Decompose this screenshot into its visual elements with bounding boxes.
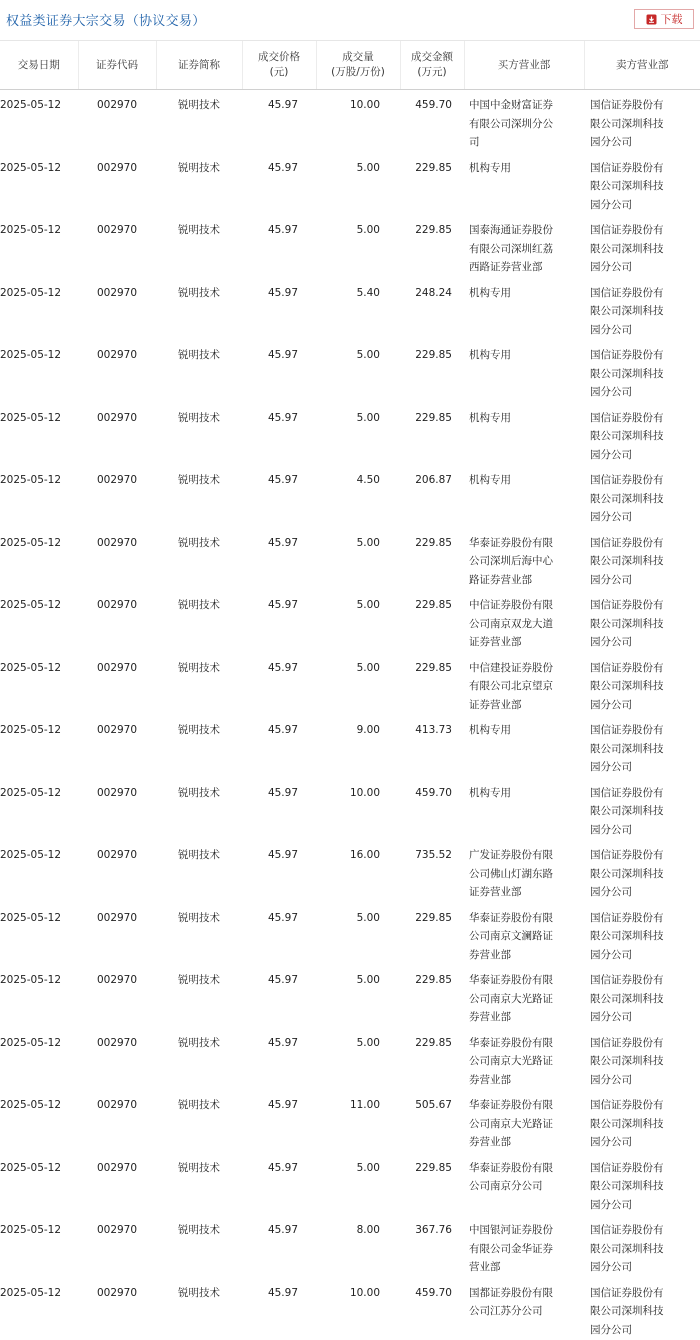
price-cell: 45.97 bbox=[242, 90, 316, 153]
table-row bbox=[0, 528, 700, 591]
buyer-cell: 华泰证券股份有限公司深圳后海中心路证券营业部 bbox=[464, 528, 584, 591]
column-header-label: 买方营业部 bbox=[498, 59, 551, 71]
column-header-seller-branch bbox=[584, 41, 700, 90]
volume-cell: 5.40 bbox=[316, 278, 400, 341]
column-header-label: 成交量 bbox=[342, 51, 374, 63]
code-cell: 002970 bbox=[78, 215, 156, 278]
column-header-trade-price bbox=[242, 41, 316, 90]
amount-cell: 229.85 bbox=[400, 403, 464, 466]
column-header-trade-volume bbox=[316, 41, 400, 90]
buyer-cell: 广发证券股份有限公司佛山灯湖东路证券营业部 bbox=[464, 840, 584, 903]
price-cell: 45.97 bbox=[242, 528, 316, 591]
name-cell: 锐明技术 bbox=[156, 340, 242, 403]
amount-cell: 229.85 bbox=[400, 215, 464, 278]
table-row bbox=[0, 840, 700, 903]
price-cell: 45.97 bbox=[242, 403, 316, 466]
column-header-label: 卖方营业部 bbox=[616, 59, 669, 71]
column-header-security-name bbox=[156, 41, 242, 90]
volume-cell: 9.00 bbox=[316, 715, 400, 778]
page-title: 权益类证券大宗交易（协议交易） bbox=[6, 10, 206, 29]
code-cell: 002970 bbox=[78, 340, 156, 403]
date-cell: 2025-05-12 bbox=[0, 215, 78, 278]
code-cell: 002970 bbox=[78, 965, 156, 1028]
date-cell: 2025-05-12 bbox=[0, 903, 78, 966]
volume-cell: 5.00 bbox=[316, 215, 400, 278]
volume-cell: 5.00 bbox=[316, 1028, 400, 1091]
price-cell: 45.97 bbox=[242, 653, 316, 716]
download-icon bbox=[646, 14, 657, 25]
buyer-cell: 机构专用 bbox=[464, 153, 584, 216]
name-cell: 锐明技术 bbox=[156, 715, 242, 778]
amount-cell: 229.85 bbox=[400, 965, 464, 1028]
table-row bbox=[0, 340, 700, 403]
price-cell: 45.97 bbox=[242, 1153, 316, 1216]
price-cell: 45.97 bbox=[242, 715, 316, 778]
amount-cell: 459.70 bbox=[400, 90, 464, 153]
volume-cell: 5.00 bbox=[316, 403, 400, 466]
price-cell: 45.97 bbox=[242, 215, 316, 278]
amount-cell: 735.52 bbox=[400, 840, 464, 903]
seller-cell: 国信证券股份有限公司深圳科技园分公司 bbox=[584, 965, 700, 1028]
price-cell: 45.97 bbox=[242, 1028, 316, 1091]
code-cell: 002970 bbox=[78, 653, 156, 716]
table-row bbox=[0, 1028, 700, 1091]
table-row bbox=[0, 403, 700, 466]
table-row bbox=[0, 90, 700, 153]
date-cell: 2025-05-12 bbox=[0, 653, 78, 716]
date-cell: 2025-05-12 bbox=[0, 528, 78, 591]
date-cell: 2025-05-12 bbox=[0, 590, 78, 653]
volume-cell: 5.00 bbox=[316, 590, 400, 653]
seller-cell: 国信证券股份有限公司深圳科技园分公司 bbox=[584, 215, 700, 278]
buyer-cell: 机构专用 bbox=[464, 778, 584, 841]
name-cell: 锐明技术 bbox=[156, 653, 242, 716]
price-cell: 45.97 bbox=[242, 465, 316, 528]
price-cell: 45.97 bbox=[242, 778, 316, 841]
price-cell: 45.97 bbox=[242, 1278, 316, 1340]
table-row bbox=[0, 153, 700, 216]
volume-cell: 5.00 bbox=[316, 653, 400, 716]
amount-cell: 229.85 bbox=[400, 1153, 464, 1216]
table-row bbox=[0, 215, 700, 278]
name-cell: 锐明技术 bbox=[156, 1028, 242, 1091]
seller-cell: 国信证券股份有限公司深圳科技园分公司 bbox=[584, 653, 700, 716]
volume-cell: 5.00 bbox=[316, 528, 400, 591]
buyer-cell: 华泰证券股份有限公司南京大光路证券营业部 bbox=[464, 965, 584, 1028]
buyer-cell: 中国中金财富证券有限公司深圳分公司 bbox=[464, 90, 584, 153]
amount-cell: 229.85 bbox=[400, 528, 464, 591]
column-header-label: 成交价格 bbox=[258, 51, 300, 63]
table-row bbox=[0, 778, 700, 841]
seller-cell: 国信证券股份有限公司深圳科技园分公司 bbox=[584, 778, 700, 841]
buyer-cell: 华泰证券股份有限公司南京文澜路证券营业部 bbox=[464, 903, 584, 966]
column-header-trade-date bbox=[0, 41, 78, 90]
download-button[interactable] bbox=[634, 9, 694, 29]
buyer-cell: 机构专用 bbox=[464, 278, 584, 341]
column-header-security-code bbox=[78, 41, 156, 90]
buyer-cell: 国都证券股份有限公司江苏分公司 bbox=[464, 1278, 584, 1340]
price-cell: 45.97 bbox=[242, 1090, 316, 1153]
table-row bbox=[0, 1278, 700, 1340]
volume-cell: 5.00 bbox=[316, 153, 400, 216]
price-cell: 45.97 bbox=[242, 590, 316, 653]
column-header-label: 交易日期 bbox=[18, 59, 60, 71]
seller-cell: 国信证券股份有限公司深圳科技园分公司 bbox=[584, 465, 700, 528]
name-cell: 锐明技术 bbox=[156, 1153, 242, 1216]
volume-cell: 5.00 bbox=[316, 965, 400, 1028]
date-cell: 2025-05-12 bbox=[0, 1278, 78, 1340]
name-cell: 锐明技术 bbox=[156, 278, 242, 341]
column-header-label: 证券代码 bbox=[96, 59, 138, 71]
code-cell: 002970 bbox=[78, 1278, 156, 1340]
buyer-cell: 华泰证券股份有限公司南京大光路证券营业部 bbox=[464, 1090, 584, 1153]
date-cell: 2025-05-12 bbox=[0, 1215, 78, 1278]
amount-cell: 229.85 bbox=[400, 903, 464, 966]
date-cell: 2025-05-12 bbox=[0, 715, 78, 778]
table-row bbox=[0, 715, 700, 778]
price-cell: 45.97 bbox=[242, 153, 316, 216]
amount-cell: 229.85 bbox=[400, 590, 464, 653]
code-cell: 002970 bbox=[78, 590, 156, 653]
price-cell: 45.97 bbox=[242, 340, 316, 403]
seller-cell: 国信证券股份有限公司深圳科技园分公司 bbox=[584, 278, 700, 341]
buyer-cell: 中国银河证券股份有限公司金华证券营业部 bbox=[464, 1215, 584, 1278]
column-header-unit: (元) bbox=[270, 66, 289, 78]
seller-cell: 国信证券股份有限公司深圳科技园分公司 bbox=[584, 340, 700, 403]
code-cell: 002970 bbox=[78, 278, 156, 341]
seller-cell: 国信证券股份有限公司深圳科技园分公司 bbox=[584, 528, 700, 591]
date-cell: 2025-05-12 bbox=[0, 840, 78, 903]
name-cell: 锐明技术 bbox=[156, 903, 242, 966]
table-row bbox=[0, 278, 700, 341]
column-header-unit: (万股/万份) bbox=[331, 66, 385, 78]
date-cell: 2025-05-12 bbox=[0, 778, 78, 841]
volume-cell: 10.00 bbox=[316, 90, 400, 153]
buyer-cell: 华泰证券股份有限公司南京分公司 bbox=[464, 1153, 584, 1216]
column-header-label: 成交金额 bbox=[411, 51, 453, 63]
date-cell: 2025-05-12 bbox=[0, 965, 78, 1028]
price-cell: 45.97 bbox=[242, 278, 316, 341]
name-cell: 锐明技术 bbox=[156, 965, 242, 1028]
date-cell: 2025-05-12 bbox=[0, 90, 78, 153]
table-header bbox=[0, 41, 700, 90]
buyer-cell: 机构专用 bbox=[464, 403, 584, 466]
seller-cell: 国信证券股份有限公司深圳科技园分公司 bbox=[584, 590, 700, 653]
amount-cell: 206.87 bbox=[400, 465, 464, 528]
name-cell: 锐明技术 bbox=[156, 840, 242, 903]
name-cell: 锐明技术 bbox=[156, 215, 242, 278]
seller-cell: 国信证券股份有限公司深圳科技园分公司 bbox=[584, 153, 700, 216]
page-header bbox=[0, 0, 700, 41]
code-cell: 002970 bbox=[78, 1153, 156, 1216]
amount-cell: 505.67 bbox=[400, 1090, 464, 1153]
seller-cell: 国信证券股份有限公司深圳科技园分公司 bbox=[584, 90, 700, 153]
code-cell: 002970 bbox=[78, 1090, 156, 1153]
name-cell: 锐明技术 bbox=[156, 153, 242, 216]
buyer-cell: 机构专用 bbox=[464, 465, 584, 528]
volume-cell: 8.00 bbox=[316, 1215, 400, 1278]
seller-cell: 国信证券股份有限公司深圳科技园分公司 bbox=[584, 1215, 700, 1278]
date-cell: 2025-05-12 bbox=[0, 1090, 78, 1153]
seller-cell: 国信证券股份有限公司深圳科技园分公司 bbox=[584, 1278, 700, 1340]
code-cell: 002970 bbox=[78, 840, 156, 903]
name-cell: 锐明技术 bbox=[156, 1278, 242, 1340]
name-cell: 锐明技术 bbox=[156, 1090, 242, 1153]
code-cell: 002970 bbox=[78, 153, 156, 216]
seller-cell: 国信证券股份有限公司深圳科技园分公司 bbox=[584, 903, 700, 966]
amount-cell: 248.24 bbox=[400, 278, 464, 341]
name-cell: 锐明技术 bbox=[156, 590, 242, 653]
volume-cell: 16.00 bbox=[316, 840, 400, 903]
volume-cell: 11.00 bbox=[316, 1090, 400, 1153]
table-row bbox=[0, 903, 700, 966]
column-header-trade-amount bbox=[400, 41, 464, 90]
buyer-cell: 中信证券股份有限公司南京双龙大道证券营业部 bbox=[464, 590, 584, 653]
seller-cell: 国信证券股份有限公司深圳科技园分公司 bbox=[584, 403, 700, 466]
name-cell: 锐明技术 bbox=[156, 528, 242, 591]
code-cell: 002970 bbox=[78, 403, 156, 466]
amount-cell: 229.85 bbox=[400, 340, 464, 403]
table-row bbox=[0, 590, 700, 653]
date-cell: 2025-05-12 bbox=[0, 278, 78, 341]
code-cell: 002970 bbox=[78, 528, 156, 591]
code-cell: 002970 bbox=[78, 1215, 156, 1278]
table-row bbox=[0, 653, 700, 716]
date-cell: 2025-05-12 bbox=[0, 153, 78, 216]
block-trade-table bbox=[0, 41, 700, 1340]
buyer-cell: 国泰海通证券股份有限公司深圳红荔西路证券营业部 bbox=[464, 215, 584, 278]
amount-cell: 229.85 bbox=[400, 153, 464, 216]
buyer-cell: 机构专用 bbox=[464, 340, 584, 403]
name-cell: 锐明技术 bbox=[156, 403, 242, 466]
table-row bbox=[0, 1153, 700, 1216]
name-cell: 锐明技术 bbox=[156, 465, 242, 528]
code-cell: 002970 bbox=[78, 90, 156, 153]
column-header-unit: (万元) bbox=[417, 66, 446, 78]
buyer-cell: 华泰证券股份有限公司南京大光路证券营业部 bbox=[464, 1028, 584, 1091]
seller-cell: 国信证券股份有限公司深圳科技园分公司 bbox=[584, 1153, 700, 1216]
seller-cell: 国信证券股份有限公司深圳科技园分公司 bbox=[584, 715, 700, 778]
buyer-cell: 机构专用 bbox=[464, 715, 584, 778]
price-cell: 45.97 bbox=[242, 903, 316, 966]
price-cell: 45.97 bbox=[242, 965, 316, 1028]
column-header-label: 证券简称 bbox=[178, 59, 220, 71]
volume-cell: 10.00 bbox=[316, 1278, 400, 1340]
volume-cell: 10.00 bbox=[316, 778, 400, 841]
code-cell: 002970 bbox=[78, 465, 156, 528]
name-cell: 锐明技术 bbox=[156, 778, 242, 841]
name-cell: 锐明技术 bbox=[156, 90, 242, 153]
code-cell: 002970 bbox=[78, 903, 156, 966]
price-cell: 45.97 bbox=[242, 1215, 316, 1278]
date-cell: 2025-05-12 bbox=[0, 1028, 78, 1091]
volume-cell: 5.00 bbox=[316, 903, 400, 966]
amount-cell: 229.85 bbox=[400, 653, 464, 716]
price-cell: 45.97 bbox=[242, 840, 316, 903]
volume-cell: 5.00 bbox=[316, 340, 400, 403]
amount-cell: 459.70 bbox=[400, 1278, 464, 1340]
table-body bbox=[0, 90, 700, 1340]
seller-cell: 国信证券股份有限公司深圳科技园分公司 bbox=[584, 1090, 700, 1153]
amount-cell: 413.73 bbox=[400, 715, 464, 778]
seller-cell: 国信证券股份有限公司深圳科技园分公司 bbox=[584, 1028, 700, 1091]
amount-cell: 229.85 bbox=[400, 1028, 464, 1091]
column-header-buyer-branch bbox=[464, 41, 584, 90]
seller-cell: 国信证券股份有限公司深圳科技园分公司 bbox=[584, 840, 700, 903]
table-row bbox=[0, 465, 700, 528]
volume-cell: 4.50 bbox=[316, 465, 400, 528]
table-row bbox=[0, 1090, 700, 1153]
date-cell: 2025-05-12 bbox=[0, 1153, 78, 1216]
volume-cell: 5.00 bbox=[316, 1153, 400, 1216]
table-row bbox=[0, 965, 700, 1028]
download-label: 下载 bbox=[661, 11, 683, 27]
date-cell: 2025-05-12 bbox=[0, 340, 78, 403]
code-cell: 002970 bbox=[78, 715, 156, 778]
code-cell: 002970 bbox=[78, 778, 156, 841]
buyer-cell: 中信建投证券股份有限公司北京望京证券营业部 bbox=[464, 653, 584, 716]
amount-cell: 459.70 bbox=[400, 778, 464, 841]
name-cell: 锐明技术 bbox=[156, 1215, 242, 1278]
amount-cell: 367.76 bbox=[400, 1215, 464, 1278]
code-cell: 002970 bbox=[78, 1028, 156, 1091]
table-row bbox=[0, 1215, 700, 1278]
date-cell: 2025-05-12 bbox=[0, 403, 78, 466]
date-cell: 2025-05-12 bbox=[0, 465, 78, 528]
